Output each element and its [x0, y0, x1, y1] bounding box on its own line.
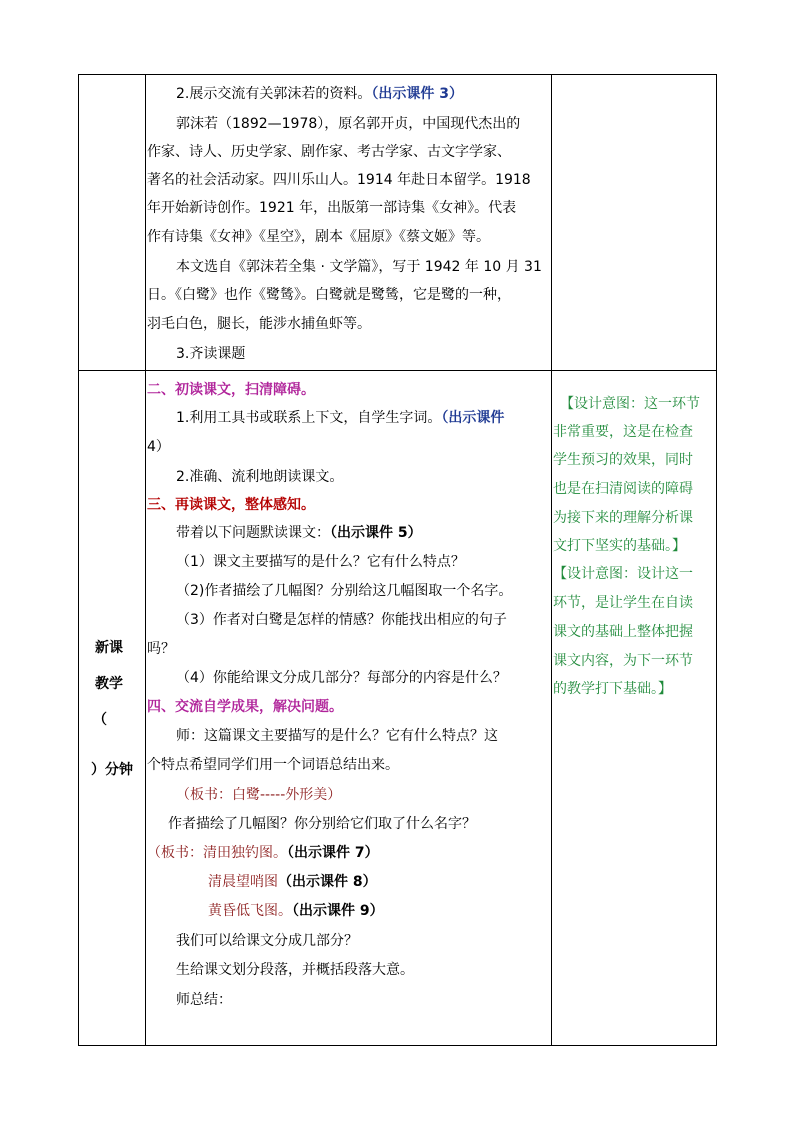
board-note-3: 清晨望哨图（出示课件 8） [208, 874, 377, 890]
section-4-title: 四、交流自学成果，解决问题。 [147, 699, 343, 715]
section-label-line-3: （ [93, 712, 107, 728]
question-2: （2)作者描绘了几幅图？分别给这几幅图取一个名字。 [176, 583, 513, 599]
teacher-line-1: 师：这篇课文主要描写的是什么？它有什么特点？这 [176, 728, 498, 744]
author-line-8: 日。《白鹭》也作《鹭鸶》。白鹭就是鹭鸶，它是鹭的一种， [147, 287, 511, 303]
teacher-line-1-cont: 个特点希望同学们用一个词语总结出来。 [147, 757, 399, 773]
section-label-line-1: 新课 [95, 640, 123, 656]
question-3-cont: 吗？ [147, 641, 175, 657]
question-intro: 带着以下问题默读课文：（出示课件 5） [176, 525, 422, 541]
design-intent-line-9: 课文的基础上整体把握 [553, 624, 693, 640]
side-cell-empty [552, 75, 717, 371]
author-line-7: 本文选自《郭沫若全集 · 文学篇》，写于 1942 年 10 月 31 [176, 259, 542, 275]
teacher-line-2: 作者描绘了几幅图？你分别给它们取了什么名字？ [168, 816, 476, 832]
content-cell-teaching [146, 371, 552, 1046]
design-intent-line-7: 【设计意图：设计这一 [553, 566, 693, 582]
section-2-title: 二、初读课文，扫清障碍。 [147, 382, 315, 398]
design-intent-cell [552, 371, 717, 1046]
question-4: （4）你能给课文分成几部分？每部分的内容是什么？ [176, 670, 507, 686]
teacher-summary: 师总结： [176, 992, 232, 1008]
step-1-cont: 4） [147, 439, 170, 455]
teacher-line-4: 生给课文划分段落，并概括段落大意。 [176, 962, 414, 978]
step-2: 2.准确、流利地朗读课文。 [176, 469, 344, 485]
board-note-1: （板书：白鹭-----外形美） [176, 787, 342, 803]
author-line-3: 作家、诗人、历史学家、剧作家、考古学家、古文字学家、 [147, 144, 511, 160]
design-intent-line-11: 的教学打下基础。】 [553, 681, 672, 697]
author-line-4: 著名的社会活动家。四川乐山人。1914 年赴日本留学。1918 [147, 172, 531, 188]
section-label-line-2: 教学 [95, 676, 123, 692]
author-line-2: 郭沫若（1892—1978），原名郭开贞，中国现代杰出的 [176, 116, 521, 132]
step-1: 1.利用工具书或联系上下文，自学生字词。（出示课件 [176, 410, 505, 426]
section-label-cell [79, 371, 146, 1046]
question-1: （1）课文主要描写的是什么？它有什么特点？ [176, 554, 465, 570]
teacher-line-3: 我们可以给课文分成几部分？ [176, 933, 358, 949]
design-intent-line-3: 学生预习的效果，同时 [553, 452, 693, 468]
lesson-plan-table [78, 74, 717, 1046]
content-cell-author [146, 75, 552, 371]
author-line-5: 年开始新诗创作。1921 年，出版第一部诗集《女神》。代表 [147, 200, 517, 216]
author-line-9: 羽毛白色，腿长，能涉水捕鱼虾等。 [147, 316, 371, 332]
board-note-2: （板书：清田独钓图。（出示课件 7） [147, 845, 379, 861]
design-intent-line-6: 文打下坚实的基础。】 [553, 538, 686, 554]
author-line-10: 3.齐读课题 [176, 346, 246, 362]
board-note-4: 黄昏低飞图。（出示课件 9） [208, 903, 384, 919]
author-line-6: 作有诗集《女神》《星空》，剧本《屈原》《蔡文姬》等。 [147, 229, 490, 245]
author-line-1: 2.展示交流有关郭沫若的资料。（出示课件 3） [176, 86, 463, 102]
section-3-title: 三、再读课文，整体感知。 [147, 497, 315, 513]
design-intent-line-1: 【设计意图：这一环节 [560, 396, 700, 412]
design-intent-line-8: 环节，是让学生在自读 [553, 595, 693, 611]
section-label-line-4: ）分钟 [91, 762, 133, 778]
design-intent-line-2: 非常重要，这是在检查 [553, 424, 693, 440]
question-3: （3）作者对白鹭是怎样的情感？你能找出相应的句子 [176, 612, 507, 628]
label-cell-empty [79, 75, 146, 371]
design-intent-line-10: 课文内容，为下一环节 [553, 653, 693, 669]
design-intent-line-4: 也是在扫清阅读的障碍 [553, 481, 693, 497]
design-intent-line-5: 为接下来的理解分析课 [553, 510, 693, 526]
